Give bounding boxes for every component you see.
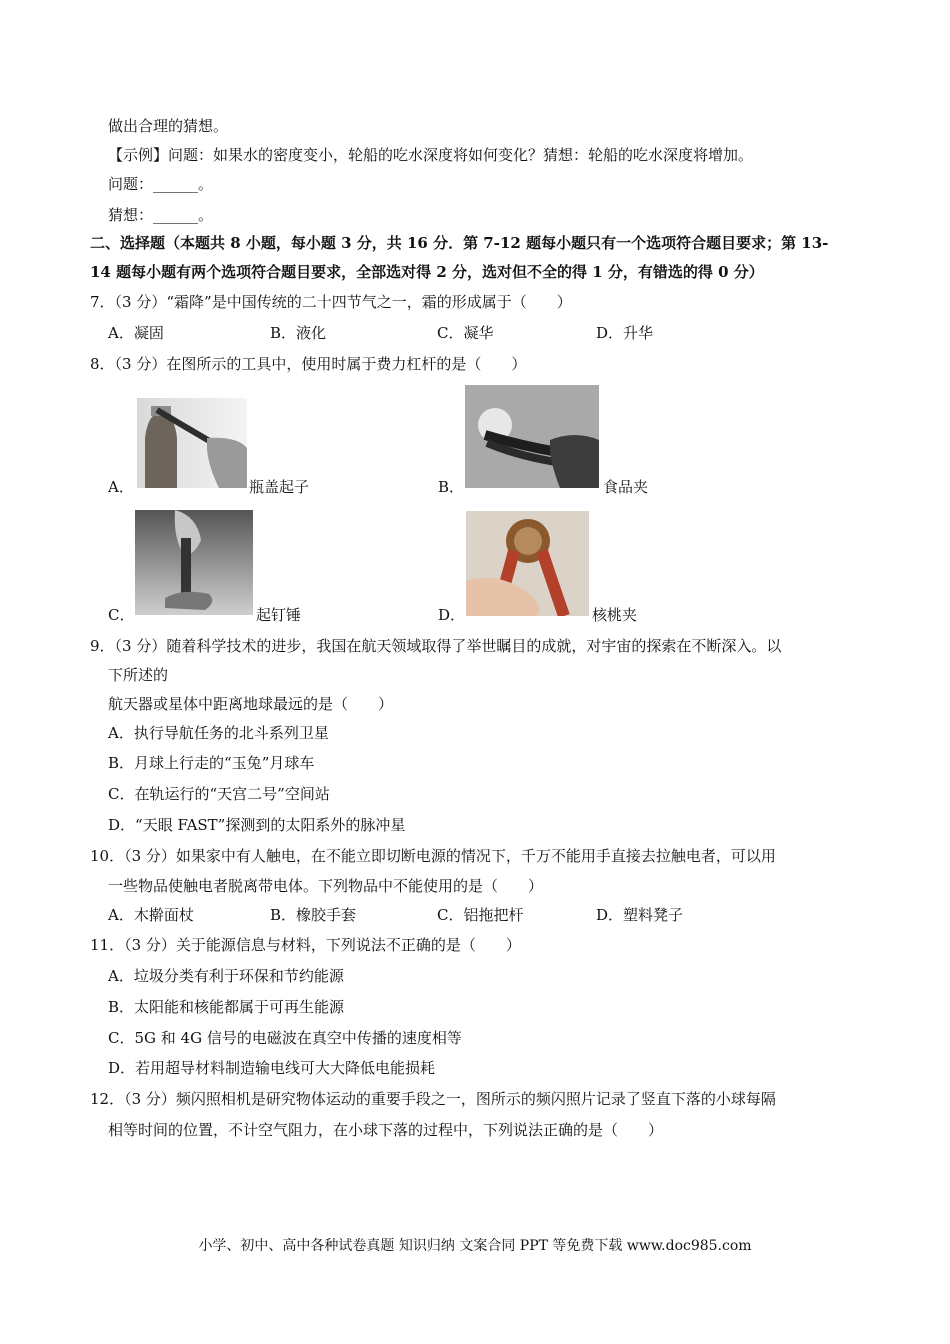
q12-stem-line2: 相等时间的位置，不计空气阻力，在小球下落的过程中，下列说法正确的是（ ）: [108, 1121, 664, 1139]
q11-option-d: D．若用超导材料制造输电线可大大降低电能损耗: [108, 1059, 436, 1077]
q8-option-b-letter: B．: [438, 478, 465, 496]
q10-option-d: D．塑料凳子: [596, 906, 684, 924]
q9-option-c: C．在轨运行的“天宫二号”空间站: [108, 785, 330, 803]
q8-option-b-caption: 食品夹: [603, 478, 649, 496]
q8-option-c-caption: 起钉锤: [256, 606, 302, 624]
bottle-opener-image: [137, 398, 247, 488]
q10-option-c: C．铝拖把杆: [437, 906, 524, 924]
q12-stem-line1: 12．（3 分）频闪照相机是研究物体运动的重要手段之一，图所示的频闪照片记录了竖直下落的小球每隔: [90, 1090, 776, 1108]
q7-option-b: B．液化: [270, 324, 327, 342]
q8-option-d-caption: 核桃夹: [592, 606, 638, 624]
q10-option-a: A．木擀面杖: [108, 906, 194, 924]
q9-stem-line1: 9．（3 分）随着科学技术的进步，我国在航天领域取得了举世瞩目的成就，对宇宙的探索在不断深入。以: [90, 637, 782, 655]
q10-option-b: B．橡胶手套: [270, 906, 357, 924]
claw-hammer-image: [135, 510, 253, 615]
q9-stem-line3: 航天器或星体中距离地球最远的是（ ）: [108, 695, 394, 713]
guess-blank: 猜想：______。: [108, 206, 214, 224]
q7-option-a: A．凝固: [108, 324, 164, 342]
q8-option-c-letter: C．: [108, 606, 135, 624]
section-heading-line1: 二、选择题（本题共 8 小题，每小题 3 分，共 16 分．第 7-12 题每小题只有一个选项符合题目要求；第 13-: [90, 234, 829, 252]
q7-option-c: C．凝华: [437, 324, 494, 342]
q8-option-a-letter: A．: [108, 478, 134, 496]
q11-stem: 11．（3 分）关于能源信息与材料，下列说法不正确的是（ ）: [90, 936, 521, 954]
q8-stem: 8．（3 分）在图所示的工具中，使用时属于费力杠杆的是（ ）: [90, 355, 527, 373]
q9-stem-line2: 下所述的: [108, 666, 169, 684]
q7-stem: 7．（3 分）“霜降”是中国传统的二十四节气之一，霜的形成属于（ ）: [90, 293, 572, 311]
q9-option-d: D．“天眼 FAST”探测到的太阳系外的脉冲星: [108, 816, 406, 834]
q11-option-b: B．太阳能和核能都属于可再生能源: [108, 998, 345, 1016]
food-tongs-image: [465, 385, 599, 488]
q8-option-a-caption: 瓶盖起子: [249, 478, 310, 496]
q7-option-d: D．升华: [596, 324, 654, 342]
section-heading-line2: 14 题每小题有两个选项符合题目要求，全部选对得 2 分，选对但不全的得 1 分，有错选的得 0 分）: [90, 263, 764, 281]
nutcracker-image: [466, 511, 589, 616]
page-footer: 小学、初中、高中各种试卷真题 知识归纳 文案合同 PPT 等免费下载 www.doc985.com: [198, 1238, 752, 1254]
intro-line: 做出合理的猜想。: [108, 117, 229, 135]
question-blank: 问题：______。: [108, 175, 214, 193]
q9-option-b: B．月球上行走的“玉兔”月球车: [108, 754, 315, 772]
q10-stem-line1: 10．（3 分）如果家中有人触电，在不能立即切断电源的情况下，千万不能用手直接去拉触电者，可以用: [90, 847, 776, 865]
example-text: 【示例】问题：如果水的密度变小，轮船的吃水深度将如何变化？猜想：轮船的吃水深度将增加。: [108, 146, 754, 164]
q8-option-d-letter: D．: [438, 606, 466, 624]
q9-option-a: A．执行导航任务的北斗系列卫星: [108, 724, 329, 742]
q10-stem-line2: 一些物品使触电者脱离带电体。下列物品中不能使用的是（ ）: [108, 877, 544, 895]
q11-option-a: A．垃圾分类有利于环保和节约能源: [108, 967, 344, 985]
q11-option-c: C．5G 和 4G 信号的电磁波在真空中传播的速度相等: [108, 1029, 462, 1047]
